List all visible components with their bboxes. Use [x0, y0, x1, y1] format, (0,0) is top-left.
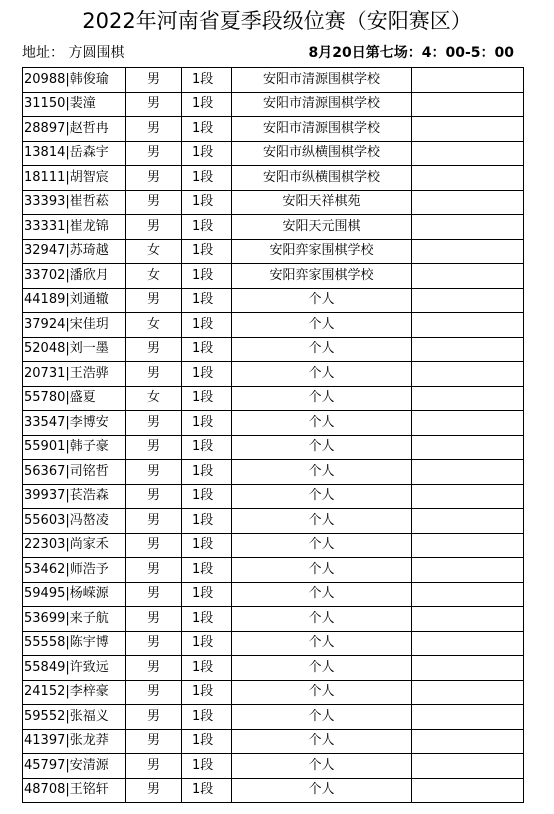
- player-id-name: 31150|裴潼: [23, 92, 126, 117]
- blank-cell: [412, 607, 524, 632]
- blank-cell: [412, 509, 524, 534]
- table-row: [23, 288, 524, 313]
- table-row: [23, 558, 524, 583]
- table-row: [23, 631, 524, 656]
- player-sex: 男: [126, 509, 182, 534]
- blank-cell: [412, 92, 524, 117]
- player-id-name: 52048|刘一墨: [23, 337, 126, 362]
- player-sex: 女: [126, 313, 182, 338]
- player-rank: 1段: [182, 141, 232, 166]
- player-rank: 1段: [182, 190, 232, 215]
- blank-cell: [412, 117, 524, 142]
- player-organization: 个人: [232, 362, 412, 387]
- table-row: [23, 313, 524, 338]
- player-organization: 个人: [232, 656, 412, 681]
- blank-cell: [412, 435, 524, 460]
- player-organization: 安阳天祥棋苑: [232, 190, 412, 215]
- table-row: [23, 141, 524, 166]
- player-organization: 个人: [232, 509, 412, 534]
- player-id-name: 48708|王铭轩: [23, 778, 126, 803]
- table-row: [23, 484, 524, 509]
- player-id-name: 55901|韩子豪: [23, 435, 126, 460]
- player-organization: 安阳市纵横围棋学校: [232, 141, 412, 166]
- player-organization: 个人: [232, 705, 412, 730]
- player-id-name: 28897|赵哲冉: [23, 117, 126, 142]
- player-sex: 男: [126, 92, 182, 117]
- player-rank: 1段: [182, 705, 232, 730]
- player-organization: 个人: [232, 460, 412, 485]
- player-rank: 1段: [182, 754, 232, 779]
- blank-cell: [412, 362, 524, 387]
- player-id-name: 53699|来子航: [23, 607, 126, 632]
- player-sex: 女: [126, 386, 182, 411]
- blank-cell: [412, 460, 524, 485]
- session-time: 8月20日第七场：4：00-5：00: [308, 45, 514, 61]
- player-rank: 1段: [182, 680, 232, 705]
- table-row: [23, 92, 524, 117]
- blank-cell: [412, 729, 524, 754]
- player-rank: 1段: [182, 386, 232, 411]
- player-sex: 男: [126, 435, 182, 460]
- player-organization: 个人: [232, 435, 412, 460]
- player-sex: 男: [126, 705, 182, 730]
- player-organization: 个人: [232, 631, 412, 656]
- player-organization: 个人: [232, 313, 412, 338]
- player-organization: 个人: [232, 386, 412, 411]
- player-sex: 男: [126, 484, 182, 509]
- player-organization: 个人: [232, 533, 412, 558]
- player-id-name: 44189|刘通辙: [23, 288, 126, 313]
- player-rank: 1段: [182, 631, 232, 656]
- blank-cell: [412, 264, 524, 289]
- player-sex: 男: [126, 337, 182, 362]
- table-row: [23, 705, 524, 730]
- player-rank: 1段: [182, 264, 232, 289]
- player-sex: 男: [126, 656, 182, 681]
- player-id-name: 24152|李梓豪: [23, 680, 126, 705]
- player-organization: 安阳弈家围棋学校: [232, 239, 412, 264]
- player-rank: 1段: [182, 533, 232, 558]
- blank-cell: [412, 337, 524, 362]
- player-sex: 男: [126, 729, 182, 754]
- blank-cell: [412, 141, 524, 166]
- player-rank: 1段: [182, 656, 232, 681]
- player-sex: 男: [126, 288, 182, 313]
- table-row: [23, 264, 524, 289]
- player-rank: 1段: [182, 337, 232, 362]
- player-id-name: 20988|韩俊瑜: [23, 68, 126, 93]
- player-id-name: 55603|冯嶅凌: [23, 509, 126, 534]
- player-sex: 男: [126, 558, 182, 583]
- blank-cell: [412, 166, 524, 191]
- page-title: 2022年河南省夏季段级位赛（安阳赛区）: [82, 9, 472, 33]
- player-rank: 1段: [182, 166, 232, 191]
- player-sex: 男: [126, 680, 182, 705]
- player-organization: 个人: [232, 484, 412, 509]
- player-rank: 1段: [182, 215, 232, 240]
- player-sex: 男: [126, 533, 182, 558]
- table-row: [23, 656, 524, 681]
- player-rank: 1段: [182, 435, 232, 460]
- table-row: [23, 239, 524, 264]
- player-sex: 男: [126, 607, 182, 632]
- player-organization: 安阳市清源围棋学校: [232, 92, 412, 117]
- player-rank: 1段: [182, 117, 232, 142]
- table-row: [23, 190, 524, 215]
- blank-cell: [412, 558, 524, 583]
- player-organization: 个人: [232, 558, 412, 583]
- player-organization: 安阳市纵横围棋学校: [232, 166, 412, 191]
- table-row: [23, 68, 524, 93]
- player-sex: 男: [126, 166, 182, 191]
- player-id-name: 32947|苏琦越: [23, 239, 126, 264]
- participant-table: [22, 67, 524, 803]
- table-row: [23, 166, 524, 191]
- player-rank: 1段: [182, 411, 232, 436]
- player-sex: 男: [126, 117, 182, 142]
- player-id-name: 33702|潘欣月: [23, 264, 126, 289]
- player-sex: 男: [126, 778, 182, 803]
- player-sex: 男: [126, 411, 182, 436]
- blank-cell: [412, 68, 524, 93]
- player-sex: 男: [126, 582, 182, 607]
- player-organization: 个人: [232, 337, 412, 362]
- blank-cell: [412, 386, 524, 411]
- player-id-name: 55849|许致远: [23, 656, 126, 681]
- table-row: [23, 778, 524, 803]
- player-rank: 1段: [182, 313, 232, 338]
- player-id-name: 33547|李博安: [23, 411, 126, 436]
- table-row: [23, 533, 524, 558]
- blank-cell: [412, 484, 524, 509]
- player-rank: 1段: [182, 460, 232, 485]
- player-rank: 1段: [182, 362, 232, 387]
- table-row: [23, 117, 524, 142]
- player-id-name: 59552|张福义: [23, 705, 126, 730]
- player-sex: 男: [126, 215, 182, 240]
- blank-cell: [412, 411, 524, 436]
- table-row: [23, 460, 524, 485]
- player-organization: 安阳天元围棋: [232, 215, 412, 240]
- table-row: [23, 215, 524, 240]
- blank-cell: [412, 533, 524, 558]
- player-id-name: 39937|苌浩森: [23, 484, 126, 509]
- player-sex: 男: [126, 68, 182, 93]
- player-id-name: 33393|崔哲菘: [23, 190, 126, 215]
- table-row: [23, 582, 524, 607]
- player-id-name: 22303|尚家禾: [23, 533, 126, 558]
- venue-address: 地址： 方圆围棋: [22, 45, 125, 61]
- player-organization: 个人: [232, 288, 412, 313]
- player-rank: 1段: [182, 558, 232, 583]
- player-rank: 1段: [182, 729, 232, 754]
- player-id-name: 33331|崔龙锦: [23, 215, 126, 240]
- player-rank: 1段: [182, 288, 232, 313]
- player-organization: 个人: [232, 582, 412, 607]
- table-row: [23, 435, 524, 460]
- player-rank: 1段: [182, 778, 232, 803]
- player-id-name: 18111|胡智宸: [23, 166, 126, 191]
- blank-cell: [412, 631, 524, 656]
- blank-cell: [412, 705, 524, 730]
- player-sex: 男: [126, 631, 182, 656]
- blank-cell: [412, 778, 524, 803]
- player-organization: 个人: [232, 754, 412, 779]
- player-organization: 安阳市清源围棋学校: [232, 68, 412, 93]
- player-rank: 1段: [182, 509, 232, 534]
- player-organization: 个人: [232, 729, 412, 754]
- player-sex: 男: [126, 141, 182, 166]
- player-id-name: 55558|陈宇博: [23, 631, 126, 656]
- blank-cell: [412, 754, 524, 779]
- player-sex: 男: [126, 362, 182, 387]
- table-row: [23, 754, 524, 779]
- player-rank: 1段: [182, 239, 232, 264]
- table-row: [23, 729, 524, 754]
- player-id-name: 59495|杨嵘源: [23, 582, 126, 607]
- player-rank: 1段: [182, 92, 232, 117]
- player-rank: 1段: [182, 607, 232, 632]
- blank-cell: [412, 190, 524, 215]
- player-id-name: 56367|司铭哲: [23, 460, 126, 485]
- player-rank: 1段: [182, 484, 232, 509]
- player-sex: 男: [126, 460, 182, 485]
- player-id-name: 55780|盛夏: [23, 386, 126, 411]
- player-sex: 男: [126, 754, 182, 779]
- player-id-name: 41397|张龙莽: [23, 729, 126, 754]
- table-row: [23, 362, 524, 387]
- player-organization: 安阳弈家围棋学校: [232, 264, 412, 289]
- table-row: [23, 680, 524, 705]
- player-sex: 女: [126, 239, 182, 264]
- participant-rows: [23, 68, 524, 803]
- blank-cell: [412, 680, 524, 705]
- table-row: [23, 607, 524, 632]
- table-row: [23, 386, 524, 411]
- blank-cell: [412, 239, 524, 264]
- blank-cell: [412, 582, 524, 607]
- player-organization: 个人: [232, 411, 412, 436]
- player-id-name: 53462|师浩予: [23, 558, 126, 583]
- blank-cell: [412, 288, 524, 313]
- player-id-name: 13814|岳森宇: [23, 141, 126, 166]
- blank-cell: [412, 313, 524, 338]
- player-organization: 安阳市清源围棋学校: [232, 117, 412, 142]
- player-id-name: 37924|宋佳玥: [23, 313, 126, 338]
- player-id-name: 20731|王浩骅: [23, 362, 126, 387]
- blank-cell: [412, 656, 524, 681]
- player-organization: 个人: [232, 680, 412, 705]
- player-rank: 1段: [182, 68, 232, 93]
- table-row: [23, 337, 524, 362]
- player-id-name: 45797|安清源: [23, 754, 126, 779]
- blank-cell: [412, 215, 524, 240]
- table-row: [23, 411, 524, 436]
- player-sex: 男: [126, 190, 182, 215]
- player-organization: 个人: [232, 778, 412, 803]
- table-row: [23, 509, 524, 534]
- player-rank: 1段: [182, 582, 232, 607]
- player-sex: 女: [126, 264, 182, 289]
- player-organization: 个人: [232, 607, 412, 632]
